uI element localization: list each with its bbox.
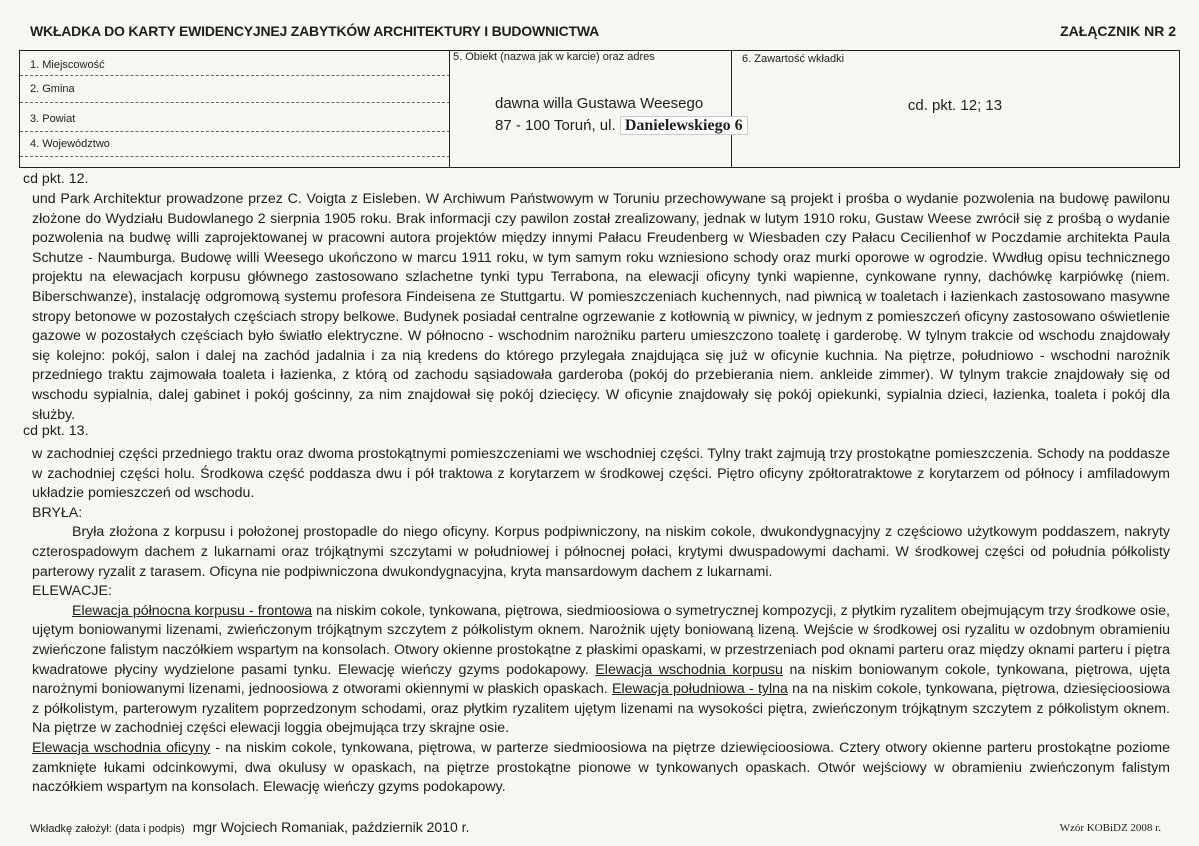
elev-north-heading: Elewacja północna korpusu - frontowa xyxy=(72,602,313,619)
elevations-paragraph xyxy=(32,602,1170,739)
annex-number: ZAŁĄCZNIK NR 2 xyxy=(1060,23,1176,39)
object-cell xyxy=(449,51,743,167)
elev-south-text: na na niskim cokole, tynkowana, piętrowa, dziesięcioosiowa z półkolistym, parterowym ryzalitem poprzedzonym schodami, oraz płytkim ryzalitem ujętym lizenami na wysokości piętra, zwieńczonym trójkątnym szczytem z półkolistym oknem. Na piętrze w zachodniej części elewacji loggia obejmująca trzy skrajne osie. xyxy=(32,681,1170,737)
author-line xyxy=(30,819,469,835)
field-gmina: 2. Gmina xyxy=(30,83,75,95)
street-stamp: Danielewskiego 6 xyxy=(620,116,748,135)
elev-oficyna-text: - na niskim cokole, tynkowana, piętrowa, w parterze siedmioosiowa na piętrze dziewięcioosiowa. Cztery otwory okienne parteru prostokątne poziome zamknięte łukami odcinkowymi, dwa okulusy w opaskach, na piętrze prostokątne pionowe w tynkowanych opaskach. Otwór wejściowy w obramieniu zwieńczonym falistym naczółkiem wspartym na konsolach. Elewację wieńczy gzyms podokapowy. xyxy=(32,739,1170,796)
divider xyxy=(20,75,450,76)
elev-oficyna-heading: Elewacja wschodnia oficyny xyxy=(32,739,211,756)
field-wojewodztwo: 4. Województwo xyxy=(30,138,110,150)
divider xyxy=(20,131,450,132)
contents-value: cd. pkt. 12; 13 xyxy=(907,97,1003,114)
form-pattern: Wzór KOBiDZ 2008 r. xyxy=(1059,822,1161,834)
contents-label: 6. Zawartość wkładki xyxy=(742,53,845,65)
object-label: 5. Obiekt (nazwa jak w karcie) oraz adres xyxy=(453,51,655,63)
document-title: WKŁADKA DO KARTY EWIDENCYJNEJ ZABYTKÓW ARCHITEKTURY I BUDOWNICTWA xyxy=(30,23,600,39)
elewacje-label: ELEWACJE: xyxy=(32,583,112,600)
elev-east-text: na niskim boniowanym cokole, tynkowana, piętrowa, ujęta narożnymi boniowanymi lizenami, jednoosiowa z otworami okiennymi w płaskich opaskach. xyxy=(32,661,1171,698)
divider xyxy=(20,156,450,157)
section-12-paragraph: und Park Architektur prowadzone przez C. Voigta z Eisleben. W Archiwum Państwowym w Toruniu przechowywane są projekt i prośba o wydanie pozwolenia na budowę pawilonu złożone do Wydziału Budowlanego 2 sierpnia 1905 roku. Brak informacji czy pawilon został zrealizowany, jednak w lutym 1910 roku, Gustaw Weese zwrócił się z prośbą o wydanie pozwolenia na budwę willi zaprojektowanej w pracowni autora projektów między innymi Pałacu Freudenberg w Wiesbaden czy Pałacu Cecilienhof w Poczdamie architekta Paula Schutze - Naumburga. Budowę willi Weesego ukończono w marcu 1911 roku, w tym samym roku wzniesiono schody oraz murki oporowe w ogrodzie. Wwdług opisu technicznego projektu na elewacjach korpusu głównego zastosowano szlachetne tynki typu Terrabona, na elewacji oficyny tynki wapienne, cynkowane rynny, dachówkę karpiówkę (niem. Biberschwanze), instalację odgromową systemu profesora Findeisena ze Stuttgartu. W pomieszczeniach kuchennych, nad piwnicą w toaletach i łazienkach zastosowano masywne stropy betonowe w pozostałych częściach stropy belkowe. Budynek posiadał centralne ogrzewanie z kotłownią w piwnicy, w jednym z pomieszczeń oficyny zastosowano oświetlenie gazowe w pozostałych częściach było światło elektryczne. W północno - wschodnim narożniku parteru umieszczono toaletę i garderobę. W tylnym trakcie od wschodu znajdowały się kolejno: pokój, salon i dalej na zachód jadalnia i za nią kredens do którego przylegała znajdująca się już w oficynie kuchnia. Na piętrze, południowo - wschodni narożnik przedniego traktu zajmowała toaleta i łazienka, z którą od zachodu sąsiadowała garderoba (pokój do przebierania niem. ankleide zimmer). W tylnym trakcie znajdowały się od wschodu sypialnia, dalej gabinet i pokój gościnny, za nim znajdował się pokój dziecięcy. W oficynie znajdowały się pokój opiekunki, sypialnia dzieci, łazienka, toaleta i pokój dla służby. xyxy=(32,191,1170,423)
author-value: mgr Wojciech Romaniak, październik 2010 r. xyxy=(192,819,470,835)
elev-east-heading: Elewacja wschodnia korpusu xyxy=(595,661,783,678)
section-12-heading: cd pkt. 12. xyxy=(23,171,89,187)
oficyna-paragraph xyxy=(32,739,1170,798)
bryla-paragraph: Bryła złożona z korpusu i położonej prostopadle do niego oficyny. Korpus podpiwniczony, na niskim cokole, dwukondygnacyjny z częściowo użytkowym poddaszem, nakryty czterospadowym dachem z lukarnami oraz trójkątnymi szczytami w południowej i północnej połaci, krytymi dwuspadowymi dachami. W środkowej części od południa półkolisty parterowy ryzalit z tarasem. Oficyna nie podpiwniczona dwukondygnacyjna, kryta mansardowym dachem z lukarnami. xyxy=(32,524,1170,580)
bryla-label: BRYŁA: xyxy=(32,504,83,521)
object-name: dawna willa Gustawa Weesego xyxy=(495,95,704,112)
section-13-intro: w zachodniej części przedniego traktu oraz dwoma prostokątnymi pomieszczeniami we wschodniej części. Tylny trakt zajmują trzy prostokątne pomieszczenia. Schody na poddasze w zachodniej części holu. Środkowa część poddasza dwu i pół traktowa z korytarzem w środkowej części. Piętro oficyny zpółtoratraktowe z korytarzem od północy i amfiladowym układzie pomieszczeń od wschodu. xyxy=(32,446,1170,502)
header-form-table xyxy=(19,50,1180,168)
section-12-text xyxy=(32,190,1170,425)
divider xyxy=(20,102,450,103)
section-13-heading: cd pkt. 13. xyxy=(23,423,89,439)
elev-north-text: na niskim cokole, tynkowana, piętrowa, siedmioosiowa o symetrycznej kompozycji, z płytkim ryzalitem obejmującym trzy środkowe osie, ujętym boniowanymi lizenami, zwieńczonym trójkątnym szczytem z półkolistym oknem. Narożnik ujęty boniowaną lizeną. Wejście w środkowej osi ryzalitu w ozdobnym obramieniu zwieńczone falistym naczółkiem wspartym na konsolach. Otwory okienne prostokątne z płaskimi opaskami, w przestrzeniach pod oknami parteru oraz między oknami parteru i piętra kwadratowe płyciny wydzielone pasami tynku. Elewację wieńczy gzyms podokapowy. xyxy=(32,602,1170,678)
object-address xyxy=(495,117,748,135)
contents-cell xyxy=(731,51,1179,167)
location-fields xyxy=(20,51,450,167)
address-prefix: 87 - 100 Toruń, ul. xyxy=(495,117,616,134)
field-powiat: 3. Powiat xyxy=(30,113,76,125)
field-miejscowosc: 1. Miejscowość xyxy=(30,59,105,71)
elev-south-heading: Elewacja południowa - tylna xyxy=(612,681,788,698)
section-13-text xyxy=(32,445,1170,798)
author-label: Wkładkę założył: (data i podpis) xyxy=(30,823,185,835)
